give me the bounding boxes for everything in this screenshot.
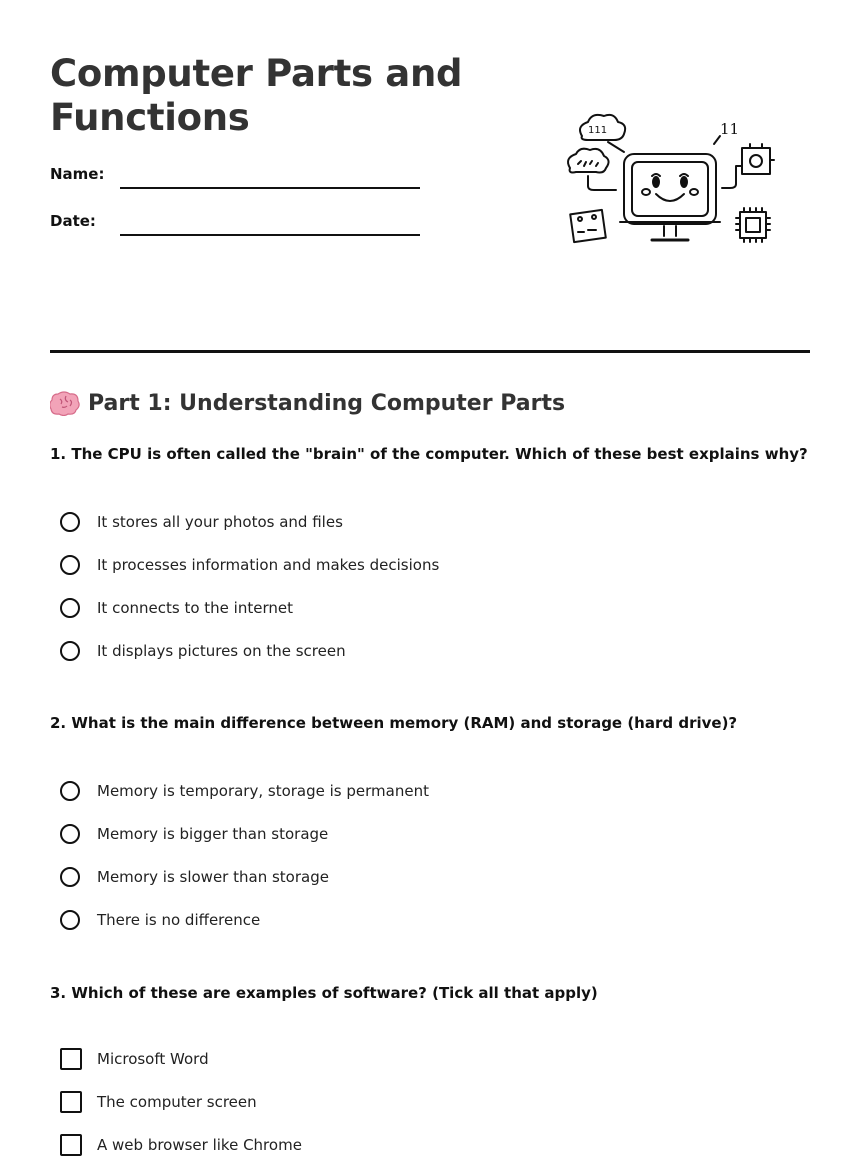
option-label: It displays pictures on the screen [97,642,346,660]
radio-button[interactable] [60,641,80,661]
q3-option-1[interactable] [60,1046,209,1072]
computer-illustration [560,108,780,253]
radio-button[interactable] [60,910,80,930]
part1-heading-text: Part 1: Understanding Computer Parts [88,390,566,416]
q2-option-4[interactable] [60,907,260,933]
worksheet-title: Computer Parts and Functions [50,52,463,139]
radio-button[interactable] [60,867,80,887]
processor-icon [736,208,770,242]
checkbox[interactable] [60,1091,82,1113]
binary-text [714,120,739,144]
q3-option-3[interactable] [60,1132,302,1158]
svg-text:111: 111 [588,125,608,136]
header-divider [50,350,810,353]
name-label: Name: [50,165,105,183]
option-label: A web browser like Chrome [97,1136,302,1154]
option-label: Microsoft Word [97,1050,209,1068]
name-field[interactable] [120,187,420,189]
monitor-icon [620,154,720,240]
q1-option-1[interactable] [60,509,343,535]
memory-cloud-icon [568,149,616,190]
option-label: There is no difference [97,911,261,929]
q1-option-2[interactable] [60,552,439,578]
option-label: Memory is slower than storage [97,868,329,886]
radio-button[interactable] [60,781,80,801]
question-2: 2. What is the main difference between memory (RAM) and storage (hard drive)? [50,714,738,732]
checkbox[interactable] [60,1134,82,1156]
date-label: Date: [50,212,96,230]
option-label: It connects to the internet [97,599,293,617]
q2-option-1[interactable] [60,778,429,804]
q1-option-3[interactable] [60,595,293,621]
option-label: It processes information and makes decisions [97,556,440,574]
cloud-icon [580,115,625,152]
chip-icon [722,144,774,188]
q2-option-2[interactable] [60,821,328,847]
radio-button[interactable] [60,598,80,618]
radio-button[interactable] [60,512,80,532]
q3-option-2[interactable] [60,1089,257,1115]
radio-button[interactable] [60,824,80,844]
question-3: 3. Which of these are examples of software? (Tick all that apply) [50,984,598,1002]
q2-option-3[interactable] [60,864,329,890]
option-label: Memory is temporary, storage is permanent [97,782,429,800]
option-label: The computer screen [97,1093,257,1111]
svg-text:11: 11 [720,120,740,138]
part1-heading [50,390,565,416]
date-field[interactable] [120,234,420,236]
option-label: Memory is bigger than storage [97,825,329,843]
question-1: 1. The CPU is often called the "brain" of the computer. Which of these best explains why? [50,445,808,463]
q1-option-4[interactable] [60,638,346,664]
radio-button[interactable] [60,555,80,575]
option-label: It stores all your photos and files [97,513,343,531]
brain-icon [50,390,80,416]
checkbox[interactable] [60,1048,82,1070]
ram-icon [570,210,606,242]
